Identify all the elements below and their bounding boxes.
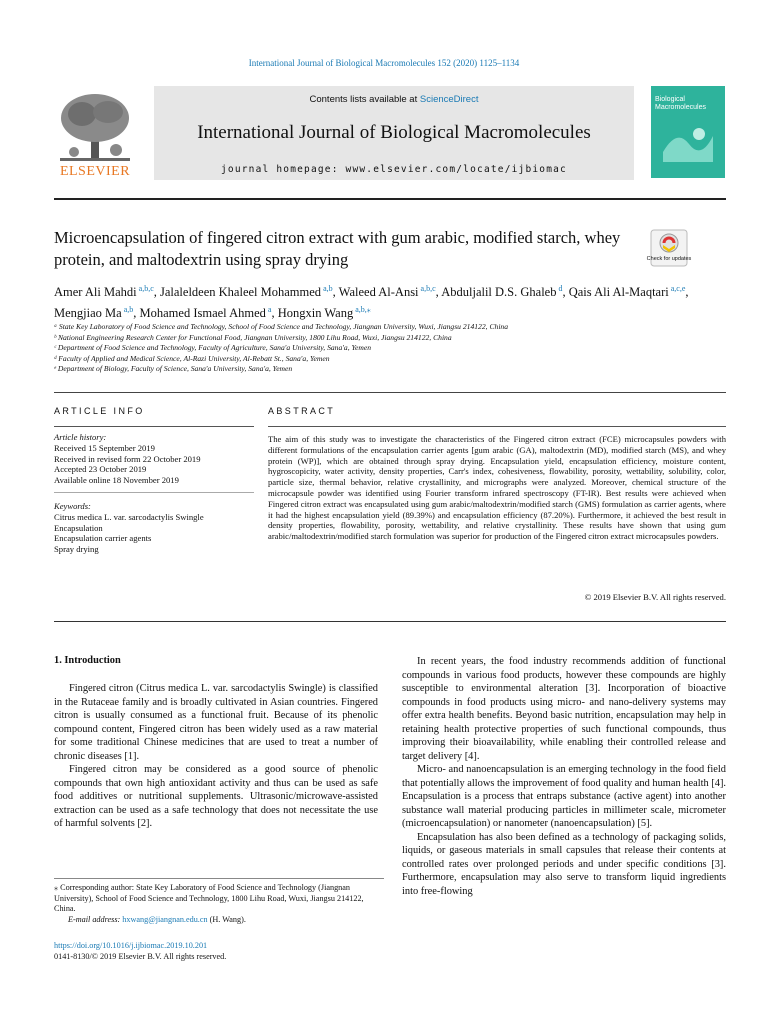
issn-line: 0141-8130/© 2019 Elsevier B.V. All rights reserved. [54,951,227,961]
doi-block [54,941,384,962]
left-column [54,682,378,831]
abstract-copyright: © 2019 Elsevier B.V. All rights reserved. [584,592,726,602]
author-separator: , [685,285,689,300]
journal-reference[interactable]: International Journal of Biological Macromolecules 152 (2020) 1125–1134 [248,58,520,68]
article-info-rule [54,426,254,427]
history-received: Received 15 September 2019 [54,442,155,453]
email-link[interactable]: hxwang@jiangnan.edu.cn [122,914,208,924]
check-for-updates-badge[interactable] [646,229,692,267]
author-name[interactable]: Hongxin Wang [277,306,354,321]
keywords-rule [54,492,254,493]
author-separator: , [562,285,569,300]
history-online: Available online 18 November 2019 [54,475,179,486]
publisher-name: ELSEVIER [59,164,131,179]
intro-paragraph-4: Micro- and nanoencapsulation is an emerging technology in the food field that potentially allows the improvement of food quality and human health [4]. Encapsulation is a process that entraps substance (active agent) into another substance wall material producing particles in millimeter scale, micrometer (microencapsulation) or nanometer (nanoencapsulation) [5]. [402,764,726,829]
author-separator: , [271,306,278,321]
author-affiliation-marker[interactable]: a,b,⁎ [353,305,371,315]
author-separator: , [435,285,442,300]
abstract-rule [268,426,726,427]
cover-graphic-icon [659,122,717,166]
author-list [54,280,704,322]
affiliation-c: ᶜ Department of Food Science and Technology, Faculty of Agriculture, Sana'a University, Sana'a, Yemen [54,343,372,352]
affiliation-rule [54,392,726,393]
journal-banner [154,86,634,180]
author-name[interactable]: Qais Ali Al-Maqtari [568,285,669,300]
history-revised: Received in revised form 22 October 2019 [54,453,201,464]
keyword-item: Encapsulation [54,522,103,533]
footnote-rule [54,878,384,879]
abstract-heading: ABSTRACT [268,406,336,416]
journal-title: International Journal of Biological Macromolecules [197,122,591,143]
right-column [402,655,726,898]
keyword-item: Spray drying [54,544,99,555]
intro-heading: 1. Introduction [54,655,121,666]
contents-line: Contents lists available at ScienceDirect [309,94,479,105]
keyword-item: Encapsulation carrier agents [54,533,152,544]
body-rule [54,621,726,622]
corresponding-author: ⁎ Corresponding author: State Key Laboratory of Food Science and Technology (Jiangnan University), School of Food Science and Technology, 1800 Lihu Road, Wuxi, Jiangsu 214122, China. [54,883,364,913]
corresponding-footnote [54,883,384,925]
author-affiliation-marker[interactable]: a,b,c [136,284,154,293]
author-name[interactable]: Mengjiao Ma [54,306,122,321]
author-affiliation-marker[interactable]: a,c,e [668,284,686,293]
article-history [54,432,201,486]
intro-paragraph-2: Fingered citron may be considered as a good source of phenolic compounds that own high antioxidant activity and thus can be used as safe food additives or nutritional supplements. Ultrasonic/microwave-assisted extraction can be used as a safe technology that does not necessitate the use of harmful solvents [2]. [54,764,378,829]
author-affiliation-marker[interactable]: a,b [121,305,134,315]
elsevier-logo [54,90,136,182]
keywords [54,501,204,555]
history-label: Article history: [54,432,107,442]
doi-link[interactable]: https://doi.org/10.1016/j.ijbiomac.2019.10.201 [54,941,208,950]
affiliation-d: ᵈ Faculty of Applied and Medical Science, Al-Razi University, Al-Rebatt St., Sana'a, Yemen [54,353,330,363]
article-info-heading: ARTICLE INFO [54,406,145,416]
author-name[interactable]: Jalaleldeen Khaleel Mohammed [160,285,322,300]
author-affiliation-marker[interactable]: d [556,284,563,293]
author-name[interactable]: Waleed Al-Ansi [338,285,419,300]
affiliation-a: ᵃ State Key Laboratory of Food Science and Technology, School of Food Science and Technology, Jiangnan University, Wuxi, Jiangsu 214122, China [54,322,509,331]
journal-cover[interactable] [651,86,725,178]
author-separator: , [332,285,339,300]
article-title: Microencapsulation of fingered citron extract with gum arabic, modified starch, whey protein, and maltodextrin using spray drying [54,228,621,269]
author-affiliation-marker[interactable]: a,b [321,284,333,293]
affiliation-e: ᵉ Department of Biology, Faculty of Science, Sana'a University, Sana'a, Yemen [54,364,293,373]
keywords-label: Keywords: [54,501,91,511]
affiliations [54,322,704,375]
header-rule [54,198,726,200]
intro-paragraph-5: Encapsulation has also been defined as a technology of packaging solids, liquids, or gaseous materials in small capsules that release their contents at controlled rates over prolonged periods and under specific conditions [3]. Furthermore, encapsulation may also serve to transform liquid ingredients into free-flowing [402,831,726,897]
sciencedirect-link[interactable]: ScienceDirect [419,94,479,105]
email-line: E-mail address: hxwang@jiangnan.edu.cn (H. Wang). [68,914,246,924]
author-affiliation-marker[interactable]: a [265,305,272,315]
check-for-updates-label: Check for updates [646,256,692,262]
author-separator: , [133,306,140,321]
cover-title: Biological Macromolecules [655,96,706,111]
affiliation-b: ᵇ National Engineering Research Center for Functional Food, Jiangnan University, 1800 Lihu Road, Wuxi, Jiangsu 214122, China [54,332,452,342]
journal-homepage[interactable]: journal homepage: www.elsevier.com/locate/ijbiomac [221,164,567,175]
intro-paragraph-3: In recent years, the food industry recommends addition of functional compounds in various food products, however these compounds are highly susceptible to environmental alteration [3]. Incorporation of bioactive compounds in food products using micro- and nano-delivery systems may offer extra health benefits. Beyond basic nutrition, encapsulation may help in retaining health protective properties of such functional compounds, thus improving their bioavailability, while enabling their controlled release and target delivery [4]. [402,656,726,762]
author-separator: , [153,285,160,300]
intro-paragraph-1: Fingered citron (Citrus medica L. var. sarcodactylis Swingle) is classified in the Rutaceae family and is broadly cultivated in Asian countries. Fingered citron is usually consumed as a functional fruit. Because of its phenolic compound content, Fingered citron has been widely used as a raw material for some traditional Chinese medicines that are used to treat a number of chronic diseases [1]. [54,683,378,762]
author-affiliation-marker[interactable]: a,b,c [418,284,436,293]
author-name[interactable]: Amer Ali Mahdi [54,285,137,300]
abstract-text: The aim of this study was to investigate the characteristics of the Fingered citron extract (FCE) microcapsules powders with different formulations of the encapsulation carrier agents [gum arabic (GA), maltodextrin (MD), modified starch (MS), and whey protein (WP)], which are obtained through spray drying. Encapsulation yield, encapsulation efficiency, moisture content, hygroscopicity, water activity, density properties, Carr's index, cohesiveness, flowability, porosity, wettability, solubility, color, particle size, thermal behavior, relative crystallinity, and micrographs were analyzed. Moreover, chemical structure of the microcapsule powder was identified using Fourier transform infrared spectroscopy (FT-IR). Best results were achieved when Fingered citron extract was encapsulated using gum arabic/maltodextrin/modified starch (GMS) formulation as carrier agents, where it had the highest encapsulation yield (89.39%) and encapsulation efficiency (87.20%). Furthermore, it achieved the best result in density properties, flowability, porosity, wettability, and relative crystallinity. These results have shown that using gum arabic/maltodextrin/modified starch formulation was superior for production of the Fingered citron extract microcapsules powders. [268,434,726,542]
history-accepted: Accepted 23 October 2019 [54,464,147,475]
keyword-item: Citrus medica L. var. sarcodactylis Swingle [54,511,204,522]
author-name[interactable]: Abduljalil D.S. Ghaleb [441,285,557,300]
author-name[interactable]: Mohamed Ismael Ahmed [139,306,266,321]
